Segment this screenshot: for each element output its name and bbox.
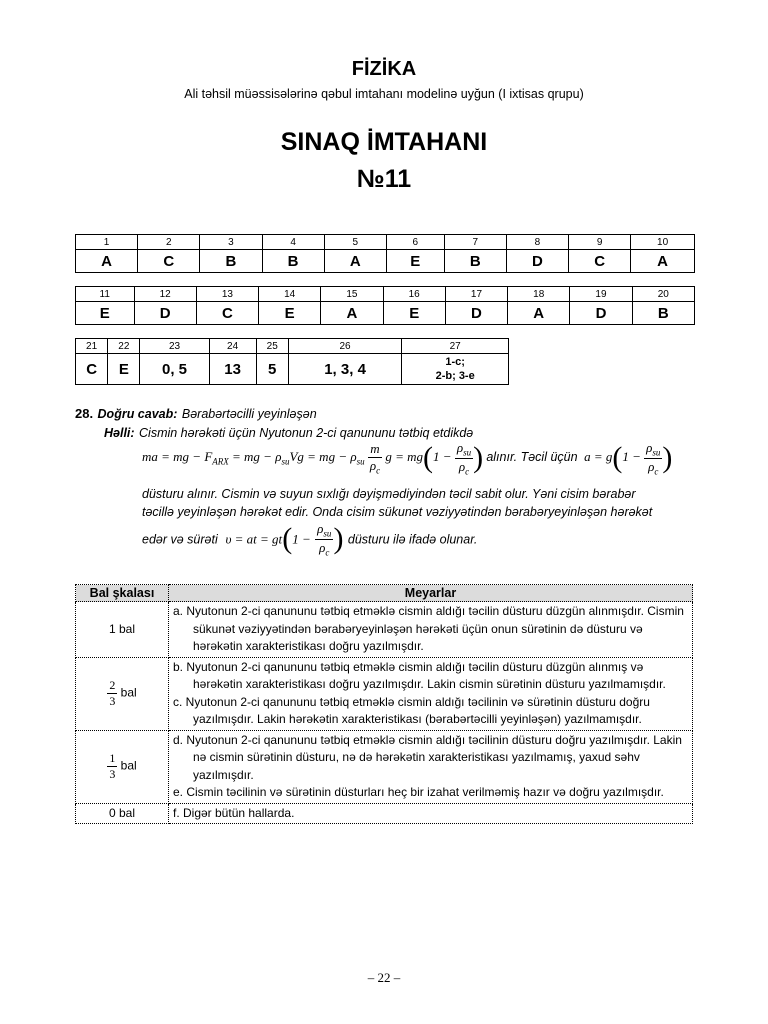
exam-number: №11 xyxy=(356,165,412,193)
grading-rubric-table xyxy=(75,584,693,824)
answer-value: C xyxy=(196,302,258,325)
match-line-1: 1-c; xyxy=(445,356,465,368)
answer-value: 5 xyxy=(256,354,288,385)
exam-title: SINAQ İMTAHANI xyxy=(280,128,488,156)
answer-value: B xyxy=(444,250,506,273)
criterion-f: f. Digər bütün hallarda. xyxy=(173,805,295,820)
answer-value: D xyxy=(506,250,568,273)
question-number: 17 xyxy=(445,287,507,302)
answer-value: D xyxy=(134,302,196,325)
criterion-a: a. Nyutonun 2-ci qanununu tətbiq etməklə cismin aldığı təcilin düsturu düzgün alınmışdır. Cismin sükunət vəziyyətindən bərabəryeyinləşən hərəkəti üçün onun sürətinin də düsturu və hərəkətin xarakteristikası doğru yazılmışdır. xyxy=(173,604,684,653)
rubric-row xyxy=(76,602,693,658)
answer-value: E xyxy=(108,354,140,385)
question-number: 6 xyxy=(386,235,444,250)
answer-value: A xyxy=(76,250,138,273)
velocity-formula-line: edər və sürəti υ = at = gt(1 − $\frac{\rho_{su}}{\rho_c}$ ) düsturu ilə ifadə olunar. xyxy=(142,521,478,558)
question-number: 10 xyxy=(631,235,695,250)
question-number: 25 xyxy=(256,339,288,354)
question-number: 24 xyxy=(209,339,256,354)
answer-value: A xyxy=(324,250,386,273)
question-number: 13 xyxy=(196,287,258,302)
question-number: 4 xyxy=(262,235,324,250)
question-number: 22 xyxy=(108,339,140,354)
answer-value: D xyxy=(570,302,632,325)
match-line-2: 2-b; 3-e xyxy=(435,370,475,382)
question-number: 9 xyxy=(569,235,631,250)
answer-value: C xyxy=(138,250,200,273)
question-number: 20 xyxy=(632,287,694,302)
question-number: 26 xyxy=(288,339,401,354)
newton-formula: ma = mg − $F_{ARX}$ = mg − $\rho_{su}Vg$ = mg − $\rho_{su}$ $\frac{m}{\rho_c}$ g = mg(1 − $\frac{\rho_{su}}{\rho_c}$ ) alınır. Təcil üçün a = g(1 − $\frac{\rho_{su}}{\rho_c}$ ) xyxy=(142,440,673,477)
question-number: 27 xyxy=(402,339,509,354)
page-number: – 22 – xyxy=(367,970,401,985)
answer-value: A xyxy=(508,302,570,325)
question-number: 5 xyxy=(324,235,386,250)
criterion-b: b. Nyutonun 2-ci qanununu tətbiq etməklə cismin aldığı təcilin düsturu düzgün alınmış və hərəkətin xarakteristikası doğru yazılmışdır. Lakin cismin sürətinin düsturu yazılmamışdır. xyxy=(173,659,666,691)
question-number: 8 xyxy=(506,235,568,250)
score-cell xyxy=(76,730,169,803)
question-number: 23 xyxy=(140,339,209,354)
score-header: Bal şkalası xyxy=(76,585,169,602)
solution-label: Həlli: xyxy=(104,426,135,440)
answer-key-table-1 xyxy=(75,234,695,273)
score-unit: bal xyxy=(120,685,137,700)
answer-value: B xyxy=(262,250,324,273)
question-number: 18 xyxy=(508,287,570,302)
q28-number: 28. xyxy=(75,406,94,421)
answer-value: C xyxy=(76,354,108,385)
score-fraction: $\frac{2}{3}$ xyxy=(109,678,116,708)
q28-answer-line xyxy=(75,405,317,423)
question-number: 7 xyxy=(444,235,506,250)
answer-key-table-3 xyxy=(75,338,509,385)
question-number: 3 xyxy=(200,235,262,250)
subject-title: FİZİKA xyxy=(351,58,417,80)
answer-value: C xyxy=(569,250,631,273)
formula-tail: alınır. Təcil üçün xyxy=(486,450,578,465)
answer-value: A xyxy=(321,302,383,325)
question-number: 2 xyxy=(138,235,200,250)
answer-value: D xyxy=(445,302,507,325)
explanation-line-3-end: düsturu ilə ifadə olunar. xyxy=(347,532,478,547)
solution-intro: Cismin hərəkəti üçün Nyutonun 2-ci qanununu tətbiq etdikdə xyxy=(139,426,474,440)
question-number: 14 xyxy=(259,287,321,302)
subtitle: Ali təhsil müəssisələrinə qəbul imtahanı modelinə uyğun (I ixtisas qrupu) xyxy=(184,87,584,101)
question-number: 15 xyxy=(321,287,383,302)
answer-key-table-2 xyxy=(75,286,695,325)
score-cell xyxy=(76,657,169,730)
rubric-row xyxy=(76,730,693,803)
answer-value: E xyxy=(386,250,444,273)
question-number: 11 xyxy=(76,287,135,302)
answer-value: E xyxy=(76,302,135,325)
answer-value: B xyxy=(632,302,694,325)
answer-value: A xyxy=(631,250,695,273)
criterion-e: e. Cismin təcilinin və sürətinin düsturları heç bir izahat verilməmiş hazır və doğru yazılmışdır. xyxy=(173,785,664,799)
score-fraction: $\frac{1}{3}$ xyxy=(109,751,116,781)
answer-value: 13 xyxy=(209,354,256,385)
criterion-c: c. Nyutonun 2-ci qanununu tətbiq etməklə cismin aldığı təcilinin və sürətinin düsturu doğru yazılmışdır. Lakin hərəkətin xarakteristikası (bərabərtəcilli yeyinləşən) yazılmamışdır. xyxy=(173,694,650,726)
criteria-header: Meyarlar xyxy=(169,585,693,602)
answer-value: 0, 5 xyxy=(140,354,209,385)
rubric-row xyxy=(76,803,693,824)
answer-value: E xyxy=(259,302,321,325)
answer-value-matching xyxy=(402,354,509,385)
question-number: 1 xyxy=(76,235,138,250)
explanation-line-1: düsturu alınır. Cismin və suyun sıxlığı dəyişmədiyindən təcil sabit olur. Yəni cisim bərabər xyxy=(142,487,636,501)
explanation-line-3-start: edər və sürəti xyxy=(142,532,218,547)
criterion-d: d. Nyutonun 2-ci qanununu tətbiq etməklə cismin aldığı təcilinin düsturu doğru yazılmışdır. Lakin nə cismin sürətinin düsturu, nə də hərəkətin xarakteristikası yazılmamış, yaxud səhv yazılmışdır. xyxy=(173,732,682,782)
answer-value: E xyxy=(383,302,445,325)
score-unit: bal xyxy=(120,758,137,773)
question-number: 21 xyxy=(76,339,108,354)
score-cell: 1 bal xyxy=(76,602,169,658)
question-number: 12 xyxy=(134,287,196,302)
score-cell: 0 bal xyxy=(76,803,169,824)
answer-value: 1, 3, 4 xyxy=(288,354,401,385)
explanation-line-2: təcillə yeyinləşən hərəkət edir. Onda cisim sükunət vəziyyətindən bərabəryeyinləşən hərəkət xyxy=(142,505,653,519)
rubric-row xyxy=(76,657,693,730)
question-number: 16 xyxy=(383,287,445,302)
correct-answer-label: Doğru cavab: xyxy=(97,407,178,421)
correct-answer: Bərabərtəcilli yeyinləşən xyxy=(181,407,317,421)
question-number: 19 xyxy=(570,287,632,302)
answer-value: B xyxy=(200,250,262,273)
